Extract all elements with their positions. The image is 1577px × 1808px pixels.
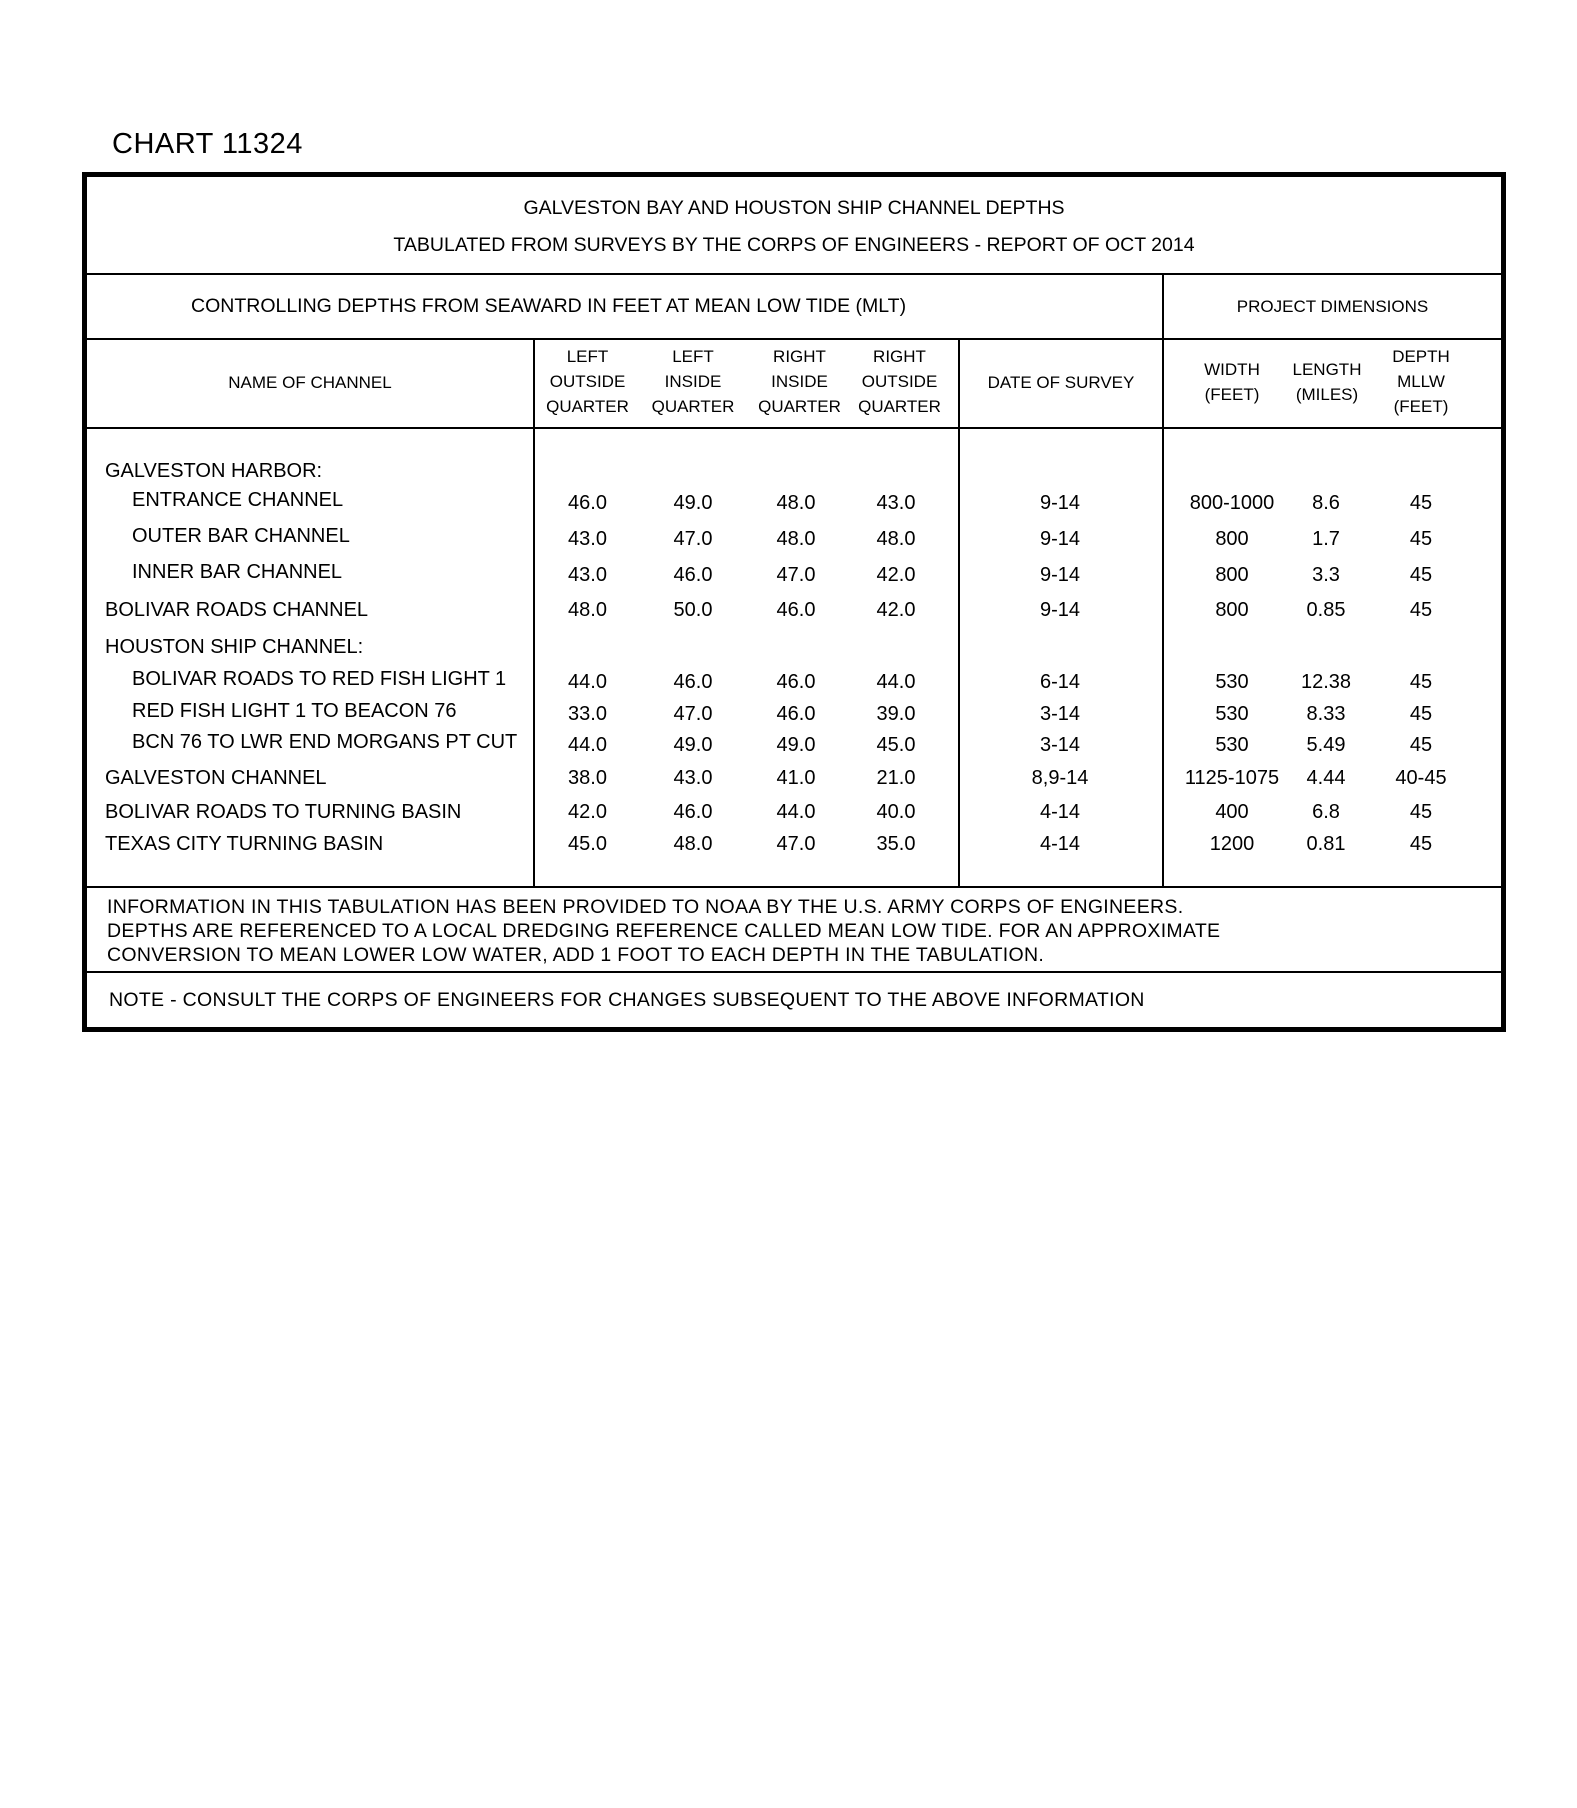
cell-width: 800: [1215, 599, 1249, 621]
cell-date: 9-14: [1039, 528, 1081, 550]
column-header-name: NAME OF CHANNEL: [228, 373, 392, 392]
cell-depth: 45: [1409, 801, 1433, 823]
cell-loq: 43.0: [568, 564, 607, 586]
chart-label: CHART 11324: [112, 128, 303, 160]
cell-liq: 49.0: [673, 492, 713, 514]
section-heading: GALVESTON HARBOR:: [105, 460, 323, 482]
divider: [87, 886, 1501, 888]
cell-depth: 45: [1409, 671, 1433, 693]
cell-roq: 42.0: [876, 564, 916, 586]
cell-width: 1200: [1209, 833, 1255, 855]
table-title: GALVESTON BAY AND HOUSTON SHIP CHANNEL DEPTHS: [523, 197, 1065, 219]
cell-length: 6.8: [1312, 801, 1340, 823]
cell-length: 3.3: [1312, 564, 1340, 586]
cell-roq: 48.0: [876, 528, 916, 550]
cell-depth: 45: [1409, 564, 1433, 586]
channel-name: BOLIVAR ROADS TO TURNING BASIN: [105, 801, 462, 823]
cell-riq: 48.0: [776, 528, 816, 550]
cell-length: 8.33: [1306, 703, 1346, 725]
channel-name: BCN 76 TO LWR END MORGANS PT CUT: [132, 731, 518, 753]
cell-roq: 21.0: [876, 767, 916, 789]
cell-loq: 45.0: [568, 833, 607, 855]
cell-length: 0.85: [1306, 599, 1346, 621]
cell-riq: 46.0: [776, 703, 816, 725]
channel-name: INNER BAR CHANNEL: [132, 561, 343, 583]
column-header-left-outside: LEFT OUTSIDE QUARTER: [546, 347, 629, 416]
column-header-left-inside: LEFT INSIDE QUARTER: [651, 347, 735, 416]
cell-width: 400: [1215, 801, 1249, 823]
cell-date: 9-14: [1039, 492, 1081, 514]
note-text: NOTE - CONSULT THE CORPS OF ENGINEERS FOR CHANGES SUBSEQUENT TO THE ABOVE INFORMATION: [109, 989, 1145, 1011]
cell-loq: 48.0: [568, 599, 607, 621]
cell-liq: 46.0: [673, 671, 713, 693]
cell-length: 12.38: [1300, 671, 1352, 693]
channel-name: RED FISH LIGHT 1 TO BEACON 76: [132, 700, 457, 722]
cell-date: 3-14: [1039, 734, 1081, 756]
cell-liq: 50.0: [673, 599, 713, 621]
column-header-length: LENGTH (MILES): [1292, 360, 1362, 404]
cell-depth: 45: [1409, 528, 1433, 550]
cell-riq: 47.0: [776, 564, 816, 586]
cell-loq: 33.0: [568, 703, 607, 725]
info-line-3: CONVERSION TO MEAN LOWER LOW WATER, ADD 1 FOOT TO EACH DEPTH IN THE TABULATION.: [107, 944, 1045, 966]
divider: [87, 427, 1501, 429]
channel-name: ENTRANCE CHANNEL: [132, 489, 344, 511]
project-dimensions-header: PROJECT DIMENSIONS: [1236, 297, 1429, 316]
cell-loq: 46.0: [568, 492, 607, 514]
cell-loq: 38.0: [568, 767, 607, 789]
info-line-2: DEPTHS ARE REFERENCED TO A LOCAL DREDGING REFERENCE CALLED MEAN LOW TIDE. FOR AN APPROXIMATE: [107, 920, 1221, 942]
cell-width: 530: [1215, 734, 1249, 756]
table-subtitle: TABULATED FROM SURVEYS BY THE CORPS OF ENGINEERS - REPORT OF OCT 2014: [393, 234, 1195, 256]
cell-depth: 40-45: [1395, 767, 1447, 789]
cell-date: 4-14: [1039, 801, 1081, 823]
cell-liq: 49.0: [673, 734, 713, 756]
cell-roq: 43.0: [876, 492, 916, 514]
cell-length: 1.7: [1312, 528, 1340, 550]
channel-name: GALVESTON CHANNEL: [105, 767, 327, 789]
cell-depth: 45: [1409, 599, 1433, 621]
cell-date: 4-14: [1039, 833, 1081, 855]
channel-name: BOLIVAR ROADS TO RED FISH LIGHT 1: [132, 668, 507, 690]
cell-length: 8.6: [1312, 492, 1340, 514]
cell-liq: 47.0: [673, 528, 713, 550]
info-line-1: INFORMATION IN THIS TABULATION HAS BEEN PROVIDED TO NOAA BY THE U.S. ARMY CORPS OF ENGINEERS.: [107, 896, 1184, 918]
cell-width: 1125-1075: [1184, 767, 1280, 789]
cell-riq: 44.0: [776, 801, 816, 823]
cell-depth: 45: [1409, 492, 1433, 514]
divider: [1162, 273, 1164, 888]
controlling-depths-header: CONTROLLING DEPTHS FROM SEAWARD IN FEET AT MEAN LOW TIDE (MLT): [191, 295, 907, 317]
cell-roq: 45.0: [876, 734, 916, 756]
cell-riq: 48.0: [776, 492, 816, 514]
cell-liq: 46.0: [673, 801, 713, 823]
cell-roq: 40.0: [876, 801, 916, 823]
section-heading: HOUSTON SHIP CHANNEL:: [105, 636, 364, 658]
cell-riq: 49.0: [776, 734, 816, 756]
cell-loq: 43.0: [568, 528, 607, 550]
cell-liq: 47.0: [673, 703, 713, 725]
cell-length: 4.44: [1306, 767, 1346, 789]
cell-date: 8,9-14: [1031, 767, 1089, 789]
cell-length: 0.81: [1306, 833, 1346, 855]
column-header-right-inside: RIGHT INSIDE QUARTER: [758, 347, 841, 416]
cell-riq: 46.0: [776, 671, 816, 693]
cell-liq: 46.0: [673, 564, 713, 586]
cell-length: 5.49: [1306, 734, 1346, 756]
cell-roq: 39.0: [876, 703, 916, 725]
cell-loq: 44.0: [568, 734, 607, 756]
cell-roq: 35.0: [876, 833, 916, 855]
cell-riq: 47.0: [776, 833, 816, 855]
divider: [87, 273, 1501, 275]
column-header-depth: DEPTH MLLW (FEET): [1392, 347, 1450, 416]
cell-depth: 45: [1409, 833, 1433, 855]
cell-width: 800: [1215, 528, 1249, 550]
cell-liq: 43.0: [673, 767, 713, 789]
cell-riq: 46.0: [776, 599, 816, 621]
cell-loq: 42.0: [568, 801, 607, 823]
cell-depth: 45: [1409, 703, 1433, 725]
cell-width: 530: [1215, 671, 1249, 693]
cell-roq: 44.0: [876, 671, 916, 693]
column-header-date: DATE OF SURVEY: [987, 373, 1135, 392]
column-header-right-outside: RIGHT OUTSIDE QUARTER: [858, 347, 941, 416]
cell-loq: 44.0: [568, 671, 607, 693]
cell-liq: 48.0: [673, 833, 713, 855]
divider: [87, 971, 1501, 973]
cell-roq: 42.0: [876, 599, 916, 621]
depth-table: [82, 172, 1506, 1032]
channel-name: TEXAS CITY TURNING BASIN: [105, 833, 384, 855]
channel-name: OUTER BAR CHANNEL: [132, 525, 350, 547]
cell-width: 800: [1215, 564, 1249, 586]
cell-date: 9-14: [1039, 599, 1081, 621]
cell-width: 800-1000: [1189, 492, 1275, 514]
column-header-width: WIDTH (FEET): [1204, 360, 1260, 404]
cell-riq: 41.0: [776, 767, 816, 789]
divider: [87, 338, 1501, 340]
channel-name: BOLIVAR ROADS CHANNEL: [105, 599, 369, 621]
cell-width: 530: [1215, 703, 1249, 725]
cell-depth: 45: [1409, 734, 1433, 756]
cell-date: 3-14: [1039, 703, 1081, 725]
cell-date: 6-14: [1039, 671, 1081, 693]
cell-date: 9-14: [1039, 564, 1081, 586]
